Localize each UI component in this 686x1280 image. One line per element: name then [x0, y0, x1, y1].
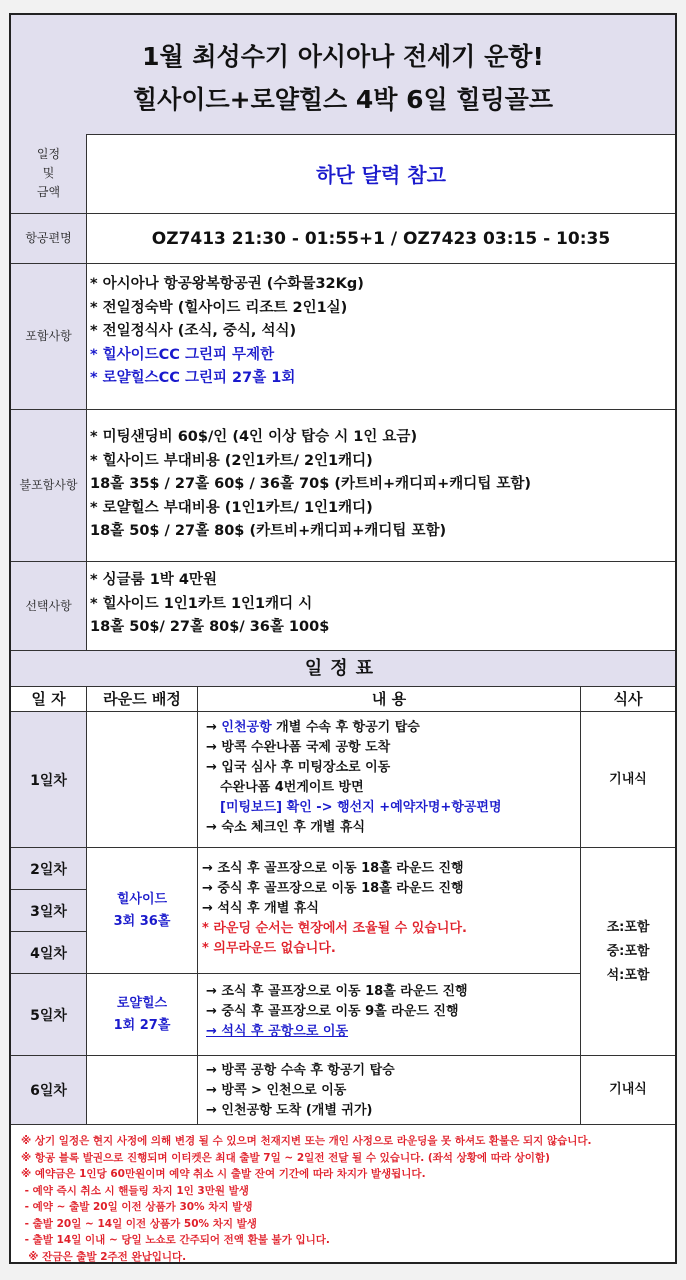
excluded-label: 불포함사항 — [11, 410, 87, 561]
excluded-item: * 힐사이드 부대비용 (2인1카트/ 2인1캐디) — [90, 452, 373, 469]
royalhills-round: 로얄힐스 1회 27홀 — [87, 974, 198, 1056]
schedule-price-value: 하단 달력 참고 — [316, 163, 446, 187]
schedule-price-label: 일정 및 금액 — [11, 134, 87, 213]
airport-transfer-link[interactable]: → 석식 후 공항으로 이동 — [206, 1024, 349, 1039]
optional-label: 선택사항 — [11, 562, 87, 650]
flight-value: OZ7413 21:30 - 01:55+1 / OZ7423 03:15 - 10:35 — [151, 228, 611, 249]
header-meal: 식사 — [581, 686, 675, 712]
schedule-title: 일정표 — [11, 651, 675, 687]
note-line: - 예약 ~ 출발 20일 이전 상품가 30% 차지 발생 — [21, 1201, 253, 1213]
excluded-item: 18홀 35$ / 27홀 60$ / 36홀 70$ (카트비+캐디피+캐디팁 포함) — [90, 476, 532, 492]
excluded-item: * 미팅샌딩비 60$/인 (4인 이상 탑승 시 1인 요금) — [90, 429, 418, 445]
optional-item: * 힐사이드 1인1카트 1인1캐디 시 — [90, 595, 313, 612]
included-row — [11, 264, 675, 410]
included-list — [87, 264, 675, 409]
day-6-meal: 기내식 — [581, 1056, 675, 1125]
excluded-row — [11, 410, 675, 562]
day-6-round — [87, 1056, 198, 1125]
optional-row — [11, 562, 675, 651]
title-line-2: 힐사이드+로얄힐스 4박 6일 힐링골프 — [133, 85, 553, 114]
day-5-label: 5일차 — [11, 974, 87, 1056]
note-line: ※ 잔금은 출발 2주전 완납입니다. — [21, 1250, 187, 1263]
schedule-price-row — [11, 134, 675, 214]
excluded-item: * 로얄힐스 부대비용 (1인1카트/ 1인1캐디) — [90, 499, 373, 516]
header-content: 내 용 — [198, 686, 581, 712]
day-4-label: 4일차 — [11, 932, 87, 974]
flight-row — [11, 214, 675, 264]
included-item: * 로얄힐스CC 그린피 27홀 1회 — [90, 370, 296, 386]
meal-included: 조:포함 중:포함 석:포함 — [581, 848, 675, 1056]
day-6-label: 6일차 — [11, 1056, 87, 1125]
excluded-item: 18홀 50$ / 27홀 80$ (카트비+캐디피+캐디팁 포함) — [90, 523, 447, 539]
optional-item: * 싱글룸 1박 4만원 — [90, 572, 217, 588]
day-6-content: → 방콕 공항 수속 후 항공기 탑승 → 방콕 > 인천으로 이동 → 인천공항 도착 (개별 귀가) — [198, 1056, 581, 1125]
included-item: * 전일정숙박 (힐사이드 리조트 2인1실) — [90, 299, 348, 316]
day-1-round — [87, 712, 198, 848]
terms-notes — [11, 1125, 675, 1262]
day-1-meal: 기내식 — [581, 712, 675, 848]
included-item: * 아시아나 항공왕복항공권 (수화물32Kg) — [90, 276, 364, 292]
title-line-1: 1월 최성수기 아시아나 전세기 운항! — [142, 42, 544, 71]
note-line: ※ 항공 블록 발권으로 진행되며 이티켓은 최대 출발 7일 ~ 2일전 전달 될 수 있습니다. (좌석 상황에 따라 상이함) — [21, 1151, 550, 1164]
optional-list — [87, 562, 675, 650]
day-1-label: 1일차 — [11, 712, 87, 848]
tour-sheet — [9, 13, 677, 1264]
hillside-round: 힐사이드 3회 36홀 — [87, 848, 198, 974]
day-1-content: → 인천공항 개별 수속 후 항공기 탑승 → 방콕 수완나폼 국제 공항 도착 → 입국 심사 후 미팅장소로 이동 수완나폼 4번게이트 방면 [미팅보드] 확인 -> 행선지 +예약자명+항공편명 → 숙소 체크인 후 개별 휴식 — [198, 712, 581, 848]
hillside-content: → 조식 후 골프장으로 이동 18홀 라운드 진행 → 중식 후 골프장으로 이동 18홀 라운드 진행 → 석식 후 개별 휴식 * 라운딩 순서는 현장에서 조율될 수 있습니다. * 의무라운드 없습니다. — [198, 848, 581, 974]
note-line: - 출발 20일 ~ 14일 이전 상품가 50% 차지 발생 — [21, 1217, 257, 1230]
note-line: - 예약 즉시 취소 시 핸들링 차지 1인 3만원 발생 — [21, 1184, 249, 1197]
day-2-label: 2일차 — [11, 848, 87, 890]
optional-item: 18홀 50$/ 27홀 80$/ 36홀 100$ — [90, 619, 330, 635]
note-line: - 출발 14일 이내 ~ 당일 노쇼로 간주되어 전액 환불 불가 입니다. — [21, 1234, 330, 1246]
header-day: 일 자 — [11, 686, 87, 712]
note-line: ※ 예약금은 1인당 60만원이며 예약 취소 시 출발 잔여 기간에 따라 차지가 발생됩니다. — [21, 1168, 426, 1180]
included-label: 포함사항 — [11, 264, 87, 409]
excluded-list — [87, 410, 675, 561]
royalhills-content: → 조식 후 골프장으로 이동 18홀 라운드 진행 → 중식 후 골프장으로 이동 9홀 라운드 진행 → 석식 후 공항으로 이동 — [198, 974, 581, 1056]
page-title — [11, 15, 675, 135]
included-item: * 전일정식사 (조식, 중식, 석식) — [90, 323, 297, 339]
note-line: ※ 상기 일정은 현지 사정에 의해 변경 될 수 있으며 천재지변 또는 개인 사정으로 라운딩을 못 하셔도 환불은 되지 않습니다. — [21, 1135, 592, 1147]
day-3-label: 3일차 — [11, 890, 87, 932]
included-item: * 힐사이드CC 그린피 무제한 — [90, 346, 275, 363]
flight-label: 항공편명 — [11, 214, 87, 263]
header-round: 라운드 배정 — [87, 686, 198, 712]
